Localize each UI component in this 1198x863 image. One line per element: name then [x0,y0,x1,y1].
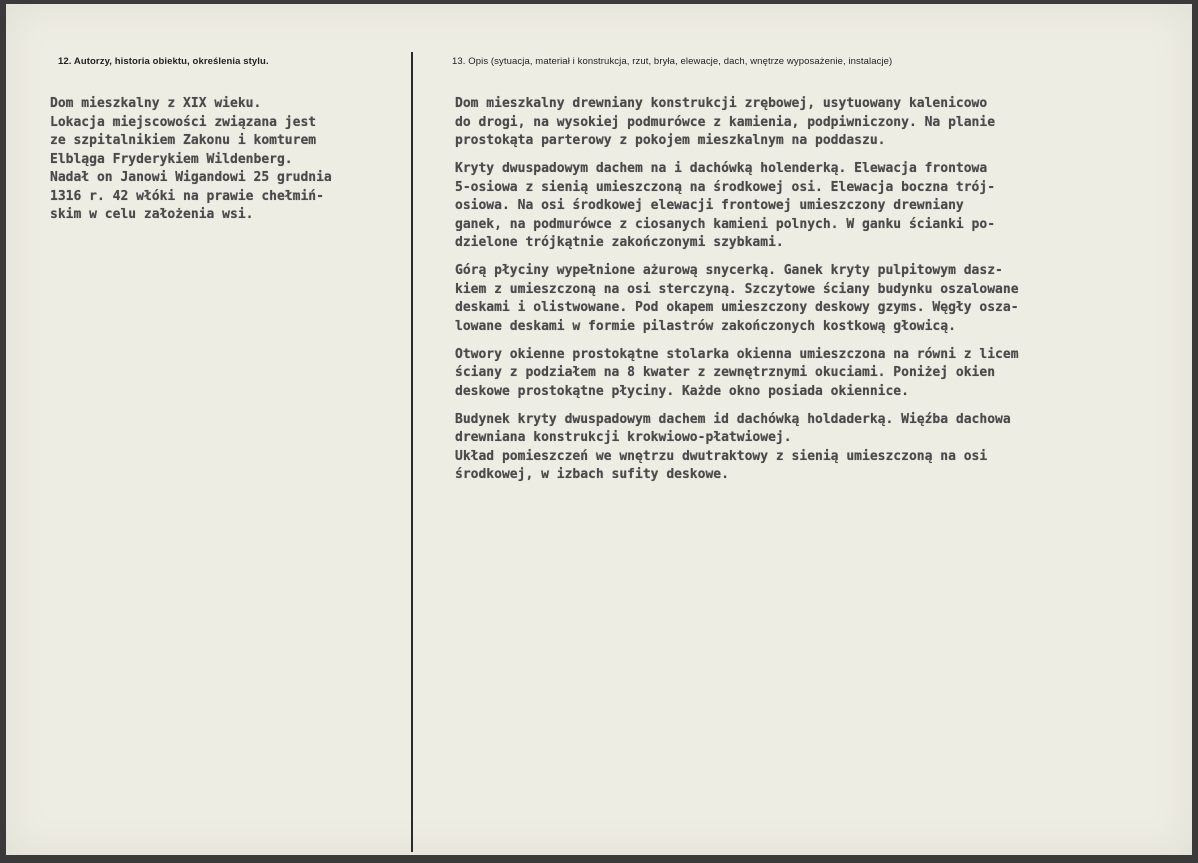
description-line: osiowa. Na osi środkowej elewacji frontowej umieszczony drewniany [455,198,964,213]
history-line: Nadał on Janowi Wigandowi 25 grudnia [50,170,332,185]
description-line: Dom mieszkalny drewniany konstrukcji zrębowej, usytuowany kalenicowo [455,96,988,111]
description-line: Otwory okienne prostokątne stolarka okienna umieszczona na równi z licem [455,346,1019,362]
description-paragraph [455,262,1019,336]
description-line: 5-osiowa z sienią umieszczoną na środkowej osi. Elewacja boczna trój- [455,179,996,195]
history-line: Elbląga Fryderykiem Wildenberg. [50,151,293,167]
description-line: ściany z podziałem na 8 kwater z zewnętrznymi okuciami. Poniżej okien [455,365,996,380]
description-line: Budynek kryty dwuspadowym dachem id dachówką holdaderką. Więźba dachowa [455,411,1011,427]
history-line: skim w celu założenia wsi. [50,207,254,222]
description-line: środkowej, w izbach sufity deskowe. [455,467,729,482]
description-line: Układ pomieszczeń we wnętrzu dwutraktowy z sienią umieszczoną na osi [455,448,988,464]
description-line: prostokąta parterowy z pokojem mieszkalnym na poddaszu. [455,133,886,148]
description-line: dzielone trójkątnie zakończonymi szybkami. [455,235,784,250]
document-sheet [6,4,1192,855]
description-line: ganek, na podmurówce z ciosanych kamieni polnych. W ganku ścianki po- [455,216,996,232]
column-divider [411,52,413,852]
description-line: deskowe prostokątne płyciny. Każde okno posiada okiennice. [455,383,909,399]
history-line: 1316 r. 42 włóki na prawie chełmiń- [50,188,324,204]
description-paragraph [455,160,1019,253]
description-line: kiem z umieszczoną na osi sterczyną. Szczytowe ściany budynku oszalowane [455,281,1019,297]
section-13-header: 13. Opis (sytuacja, materiał i konstrukcja, rzut, bryła, elewacje, dach, wnętrze wyposażenie, instalacje) [452,56,893,67]
description-line: Kryty dwuspadowym dachem na i dachówką holenderką. Elewacja frontowa [455,161,988,176]
description-paragraph [455,346,1019,402]
description-text [455,95,1019,494]
history-line: ze szpitalnikiem Zakonu i komturem [50,133,317,148]
description-line: Górą płyciny wypełnione ażurową snycerką. Ganek kryty pulpitowym dasz- [455,263,1003,278]
description-paragraph [455,95,1019,151]
section-12-header: 12. Autorzy, historia obiektu, określenia stylu. [58,56,269,67]
description-paragraph [455,411,1019,485]
history-text [50,95,332,225]
description-line: deskami i olistwowane. Pod okapem umieszczony deskowy gzyms. Węgły osza- [455,300,1019,315]
description-line: drewniana konstrukcji krokwiowo-płatwiowej. [455,430,792,445]
history-line: Dom mieszkalny z XIX wieku. [50,96,262,111]
description-line: lowane deskami w formie pilastrów zakończonych kostkową głowicą. [455,318,956,334]
description-line: do drogi, na wysokiej podmurówce z kamienia, podpiwniczony. Na planie [455,114,996,130]
history-line: Lokacja miejscowości związana jest [50,114,317,130]
